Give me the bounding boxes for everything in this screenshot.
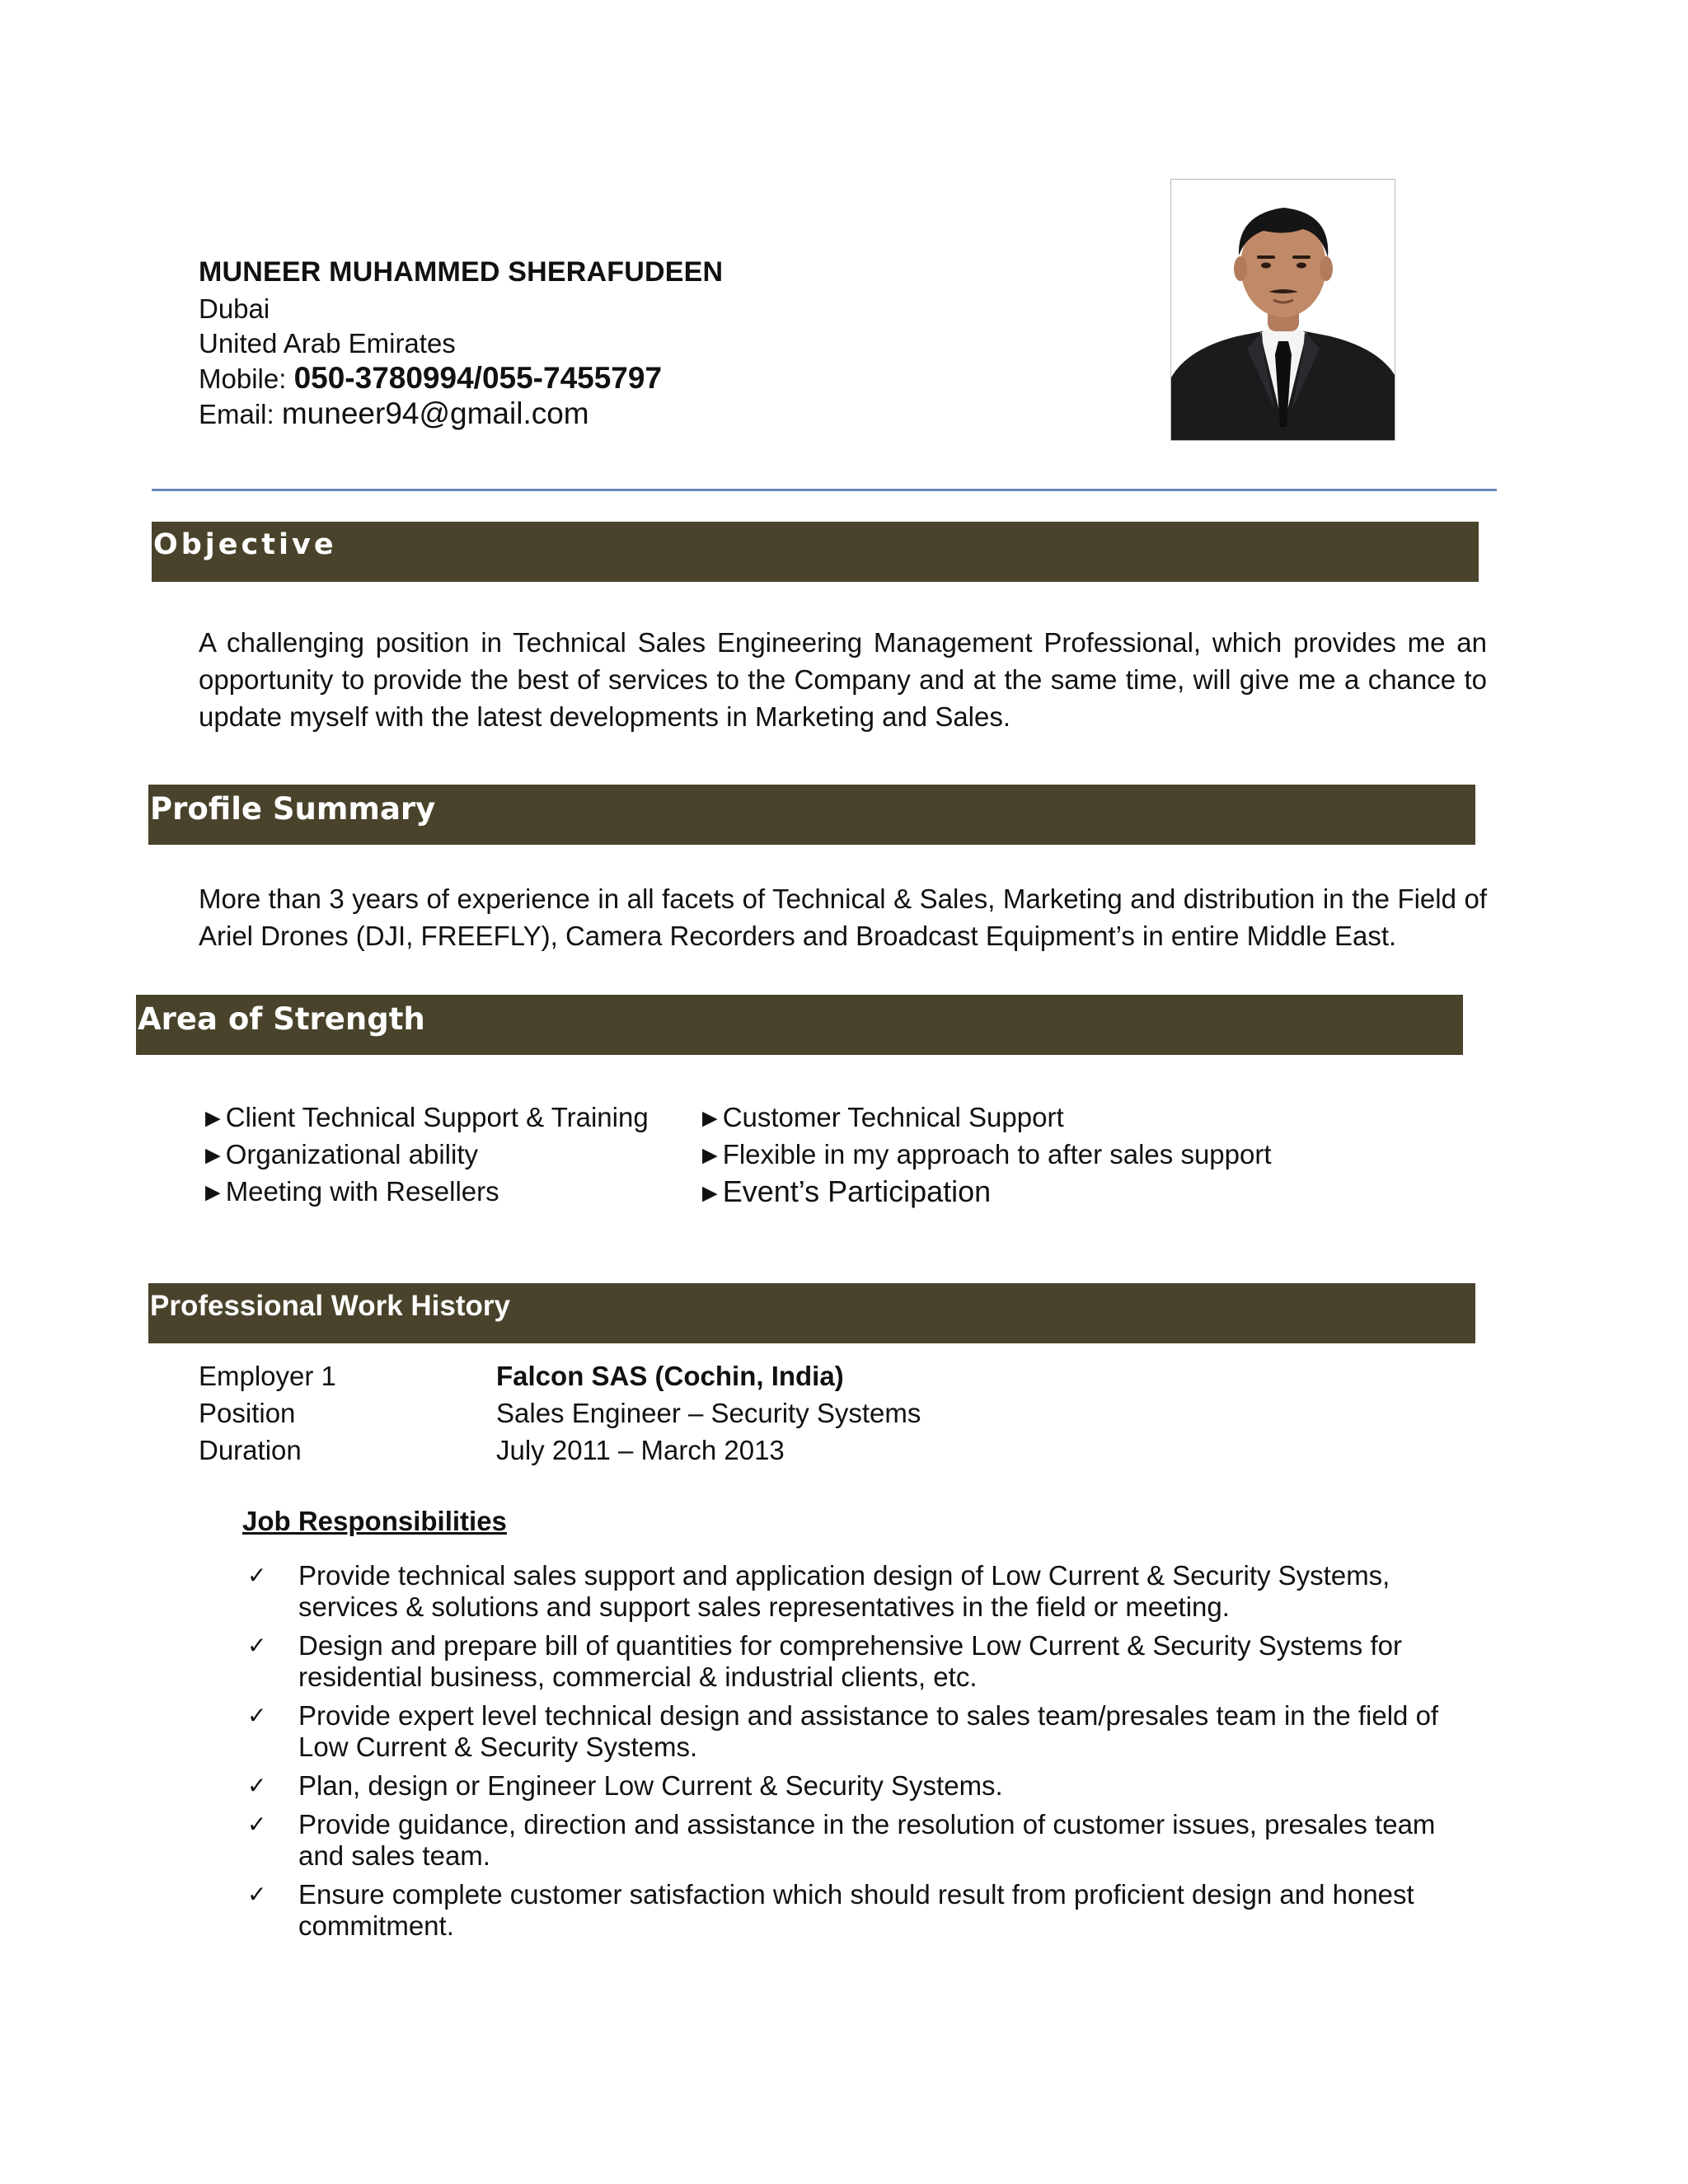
list-item	[247, 1770, 1484, 1802]
checkmark-icon: ✓	[247, 1811, 267, 1838]
duration-value: July 2011 – March 2013	[496, 1435, 785, 1465]
checkmark-icon: ✓	[247, 1562, 267, 1589]
strengths-list	[199, 1099, 1353, 1210]
profile-summary-text: More than 3 years of experience in all facets of Technical & Sales, Marketing and distribution in the Field of Ariel Drones (DJI, FREEFLY), Camera Recorders and Broadcast Equipment’s in entire Middle East.	[199, 883, 1487, 951]
objective-section-bar	[152, 522, 1479, 582]
strength-item	[200, 1173, 499, 1211]
mobile-number: 050-3780994/055-7455797	[293, 361, 663, 395]
city: Dubai	[199, 293, 270, 324]
position-row	[199, 1394, 1435, 1432]
strength-item	[697, 1136, 1272, 1174]
responsibility-text: Ensure complete customer satisfaction which should result from proficient design and honest commitment.	[298, 1879, 1414, 1941]
profile-summary-heading: Profile Summary	[150, 791, 436, 827]
strength-item	[697, 1173, 991, 1212]
responsibility-text: Provide guidance, direction and assistance in the resolution of customer issues, presales team and sales team.	[298, 1809, 1436, 1871]
responsibility-text: Provide expert level technical design and assistance to sales team/presales team in the field of Low Current & Security Systems.	[298, 1700, 1439, 1762]
pointer-arrow-icon: ►	[200, 1141, 226, 1169]
strength-row	[199, 1136, 1353, 1173]
responsibility-text: Provide technical sales support and application design of Low Current & Security Systems, services & solutions and support sales representatives in the field or meeting.	[298, 1560, 1390, 1622]
pointer-arrow-icon: ►	[697, 1104, 723, 1132]
country: United Arab Emirates	[199, 328, 456, 359]
strength-label: Customer Technical Support	[722, 1102, 1064, 1132]
contact-header	[199, 252, 1105, 432]
email-label: Email:	[199, 399, 282, 429]
employment-details	[199, 1357, 1435, 1469]
area-of-strength-heading: Area of Strength	[138, 1001, 425, 1037]
responsibility-text: Design and prepare bill of quantities for comprehensive Low Current & Security Systems for residential business, commercial & industrial clients, etc.	[298, 1630, 1402, 1692]
job-responsibilities-heading: Job Responsibilities	[242, 1506, 507, 1536]
employer-row	[199, 1357, 1435, 1394]
pointer-arrow-icon: ►	[697, 1179, 723, 1207]
list-item	[247, 1630, 1484, 1693]
duration-row	[199, 1432, 1435, 1469]
position-value: Sales Engineer – Security Systems	[496, 1398, 921, 1428]
mobile-label: Mobile:	[199, 363, 294, 394]
duration-label: Duration	[199, 1435, 302, 1465]
area-of-strength-section-bar	[136, 995, 1463, 1055]
checkmark-icon: ✓	[247, 1772, 267, 1799]
list-item	[247, 1700, 1484, 1763]
strength-row	[199, 1099, 1353, 1136]
profile-summary-section-bar	[148, 785, 1475, 845]
strength-label: Flexible in my approach to after sales support	[722, 1139, 1272, 1169]
objective-text: A challenging position in Technical Sales Engineering Management Professional, which provides me an opportunity to provide the best of services to the Company and at the same time, will give me a chance to update myself with the latest developments in Marketing and Sales.	[199, 627, 1487, 732]
checkmark-icon: ✓	[247, 1881, 267, 1908]
portrait-photo-icon	[1171, 180, 1395, 441]
email-address: muneer94@gmail.com	[281, 396, 589, 430]
pointer-arrow-icon: ►	[697, 1141, 723, 1169]
list-item	[247, 1809, 1484, 1872]
mobile-line	[199, 361, 1105, 396]
profile-photo	[1170, 179, 1395, 441]
strength-label: Client Technical Support & Training	[225, 1102, 649, 1132]
employer-name: Falcon SAS (Cochin, India)	[496, 1361, 844, 1391]
email-line	[199, 396, 1105, 432]
work-history-heading: Professional Work History	[150, 1290, 510, 1322]
checkmark-icon: ✓	[247, 1702, 267, 1729]
strength-item	[200, 1099, 649, 1137]
objective-heading: Objective	[153, 528, 337, 561]
header-divider	[152, 489, 1497, 491]
checkmark-icon: ✓	[247, 1632, 267, 1659]
strength-item	[200, 1136, 478, 1174]
strength-row	[199, 1173, 1353, 1210]
pointer-arrow-icon: ►	[200, 1178, 226, 1207]
responsibilities-list	[247, 1560, 1484, 1949]
pointer-arrow-icon: ►	[200, 1104, 226, 1132]
strength-label: Event’s Participation	[722, 1174, 992, 1208]
responsibility-text: Plan, design or Engineer Low Current & Security Systems.	[298, 1770, 1003, 1801]
candidate-name: MUNEER MUHAMMED SHERAFUDEEN	[199, 256, 724, 288]
strength-item	[697, 1099, 1064, 1137]
employer-label: Employer 1	[199, 1361, 336, 1391]
work-history-section-bar	[148, 1283, 1475, 1343]
list-item	[247, 1879, 1484, 1942]
list-item	[247, 1560, 1484, 1623]
strength-label: Organizational ability	[225, 1139, 479, 1169]
position-label: Position	[199, 1398, 296, 1428]
strength-label: Meeting with Resellers	[225, 1176, 499, 1207]
